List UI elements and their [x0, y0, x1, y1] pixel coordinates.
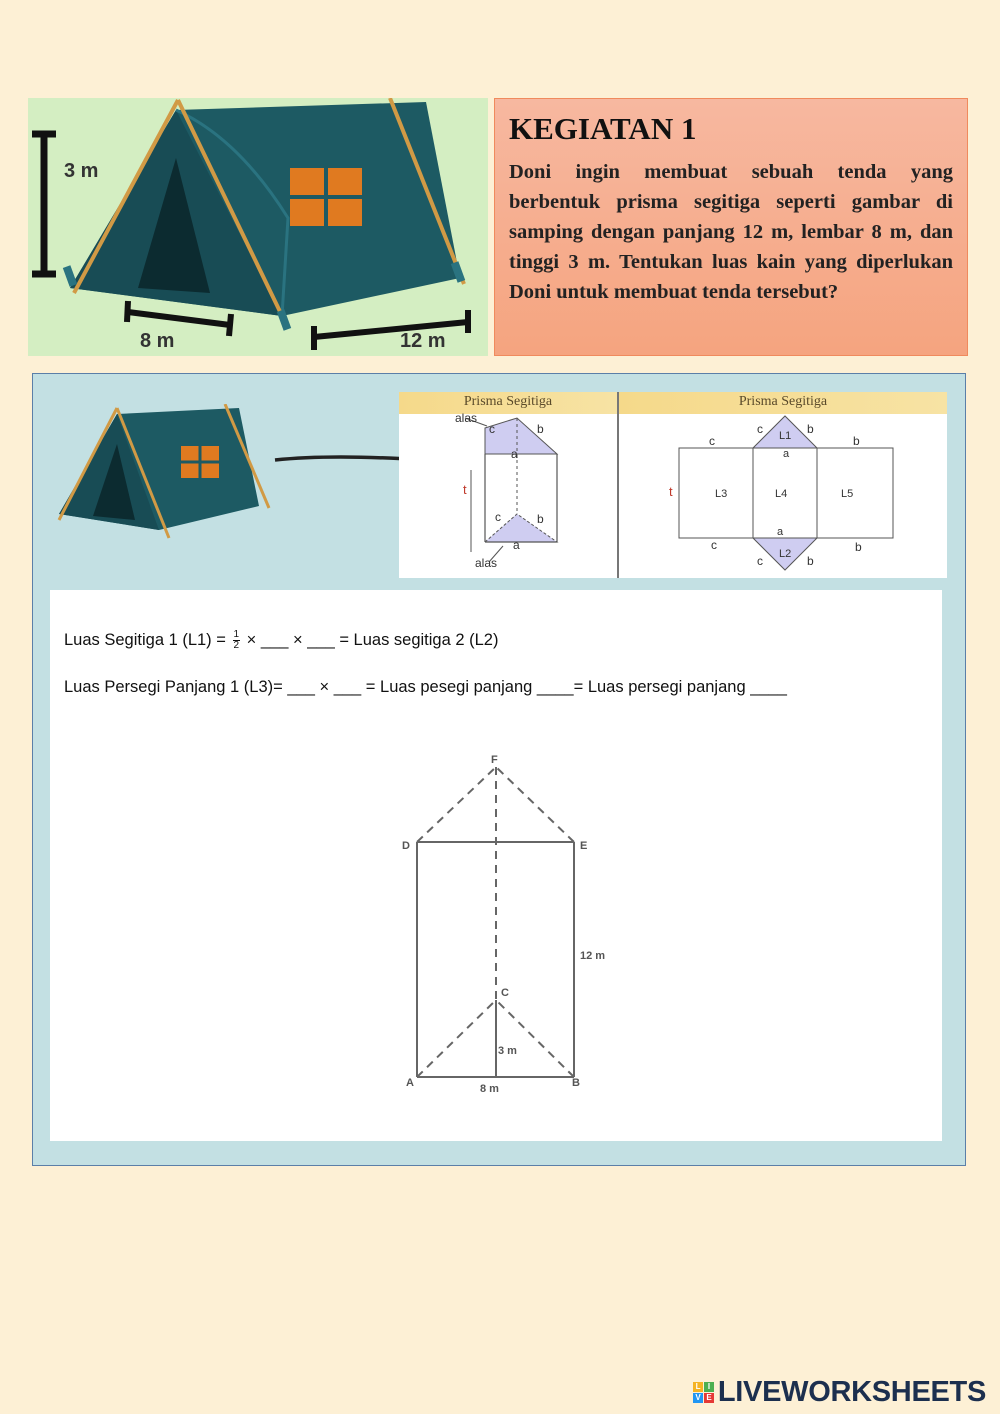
net-c-left-label: c [709, 434, 715, 448]
net-L1-label: L1 [779, 430, 792, 442]
left-alas-top-label: alas [455, 411, 478, 425]
task-title: KEGIATAN 1 [509, 111, 697, 146]
net-b-right-label: b [853, 434, 860, 448]
liveworksheets-brand [693, 1376, 986, 1409]
logo-letter-v: V [693, 1393, 703, 1403]
task-box [494, 98, 968, 356]
left-a-top-label: a [511, 447, 518, 461]
vertex-E-label: E [580, 840, 588, 852]
vertex-D-label: D [402, 840, 410, 852]
logo-letter-i: I [704, 1382, 714, 1392]
left-a-bottom-label: a [513, 538, 520, 552]
fraction-half [233, 630, 241, 651]
small-tent-image [49, 404, 295, 544]
net-c-bottom-left-label: c [711, 538, 717, 552]
prisma-table [399, 392, 947, 578]
net-L4-label: L4 [775, 488, 788, 500]
net-a-top-label: a [783, 448, 790, 460]
left-b-top-label: b [537, 422, 544, 436]
height-label: 3 m [498, 1045, 517, 1057]
vertex-C-label: C [501, 987, 509, 999]
base-label: 8 m [480, 1083, 499, 1095]
work-panel [32, 373, 966, 1166]
net-a-bottom-label: a [777, 526, 784, 538]
vertex-F-label: F [491, 754, 498, 766]
tent-length-label: 12 m [400, 330, 446, 352]
net-c-top-label: c [757, 422, 763, 436]
brand-name: LIVEWORKSHEETS [717, 1376, 986, 1408]
tent-height-label: 3 m [64, 160, 99, 182]
prisma-right-header: Prisma Segitiga [619, 392, 947, 414]
left-b-bottom-label: b [537, 512, 544, 526]
work-area [50, 590, 942, 1141]
tent-illustration [28, 98, 488, 356]
task-text: Doni ingin membuat sebuah tenda yang berbentuk prisma segitiga seperti gambar di samping dengan panjang 12 m, lembar 8 m, dan tinggi 3 m. Tentukan luas kain yang diperlukan Doni untuk membuat tenda tersebut? [509, 161, 953, 303]
net-b-bottom-right-label: b [855, 540, 862, 554]
length-label: 12 m [580, 950, 606, 962]
net-b-bottom-label: b [807, 554, 814, 568]
formula-triangle-rest: × ___ × ___ = Luas segitiga 2 (L2) [246, 630, 499, 649]
net-L2-label: L2 [779, 548, 792, 560]
net-b-top-label: b [807, 422, 814, 436]
net-L3-label: L3 [715, 488, 728, 500]
fraction-denominator: 2 [233, 640, 240, 651]
formula-triangle-prefix: Luas Segitiga 1 (L1) = [64, 630, 226, 649]
liveworksheets-logo-icon [693, 1382, 714, 1403]
left-c-top-label: c [489, 422, 495, 436]
left-alas-bottom-label: alas [475, 556, 498, 570]
formula-rectangle: Luas Persegi Panjang 1 (L3)= ___ × ___ = Luas pesegi panjang ____= Luas persegi panjang ____ [64, 678, 787, 696]
left-c-bottom-label: c [495, 510, 501, 524]
tent-width-label: 8 m [140, 330, 175, 352]
vertex-A-label: A [406, 1077, 414, 1089]
logo-letter-l: L [693, 1382, 703, 1392]
fraction-numerator: 1 [233, 629, 240, 640]
net-L5-label: L5 [841, 488, 854, 500]
vertex-B-label: B [572, 1077, 580, 1089]
net-c-bottom-label: c [757, 554, 763, 568]
prisma-left-header: Prisma Segitiga [399, 392, 617, 414]
formula-triangle [64, 630, 498, 651]
prism-3d-figure [399, 414, 617, 578]
left-t-label: t [463, 482, 467, 497]
net-t-label: t [669, 484, 673, 499]
logo-letter-e: E [704, 1393, 714, 1403]
